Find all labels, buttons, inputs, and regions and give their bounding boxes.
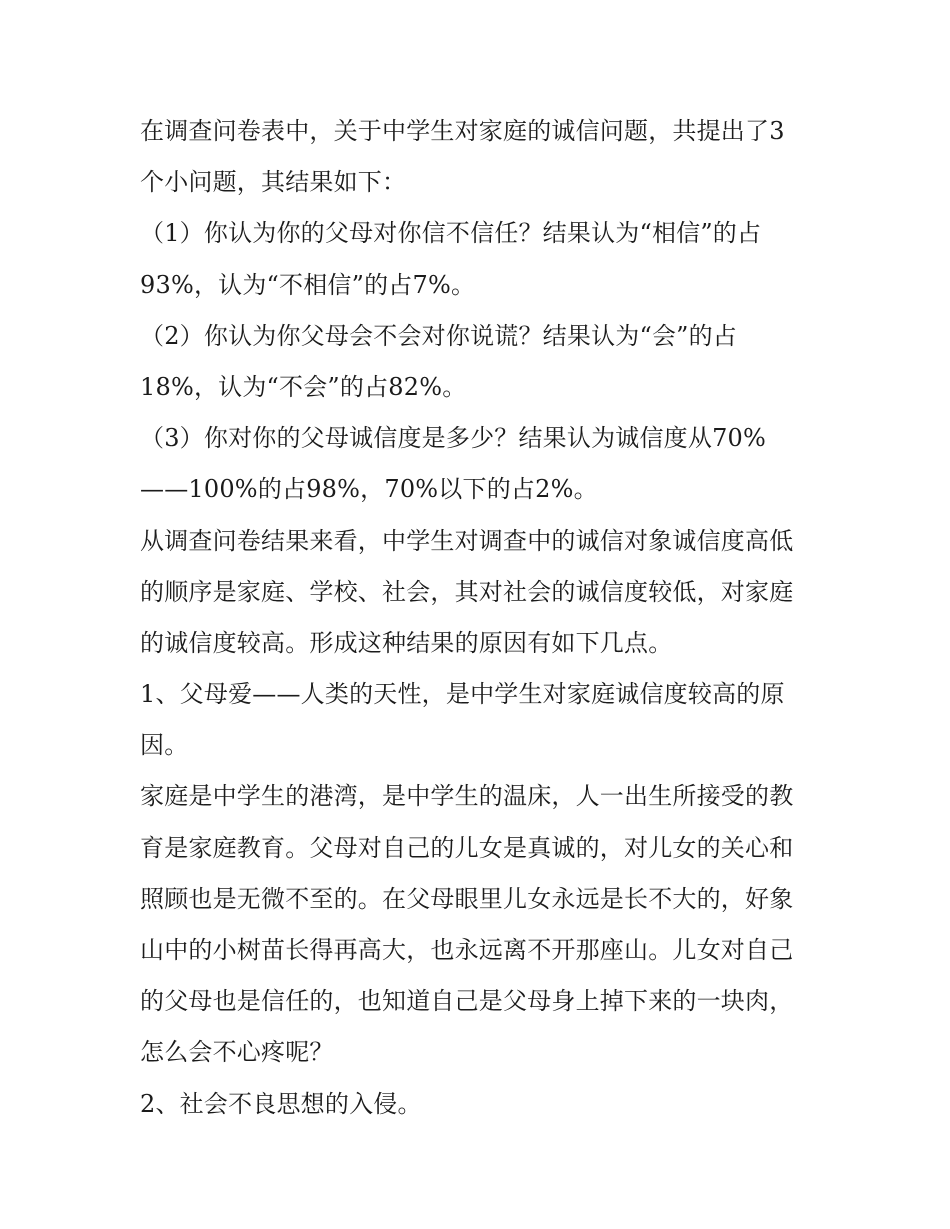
- text-line: 的顺序是家庭、学校、社会，其对社会的诚信度较低，对家庭: [140, 577, 794, 606]
- text-line: 个小问题，其结果如下：: [140, 168, 407, 197]
- text-line: 因。: [140, 731, 189, 760]
- text-line: ——100%的占98%，70%以下的占2%。: [140, 475, 598, 504]
- text-line: 家庭是中学生的港湾，是中学生的温床，人一出生所接受的教: [140, 782, 794, 811]
- document-body: [140, 106, 820, 1130]
- text-line: 的父母也是信任的，也知道自己是父母身上掉下来的一块肉，: [140, 987, 794, 1016]
- text-line: 93%，认为“不相信”的占7%。: [140, 270, 476, 299]
- text-line: 2、社会不良思想的入侵。: [140, 1089, 422, 1118]
- text-line: （1）你认为你的父母对你信不信任？结果认为“相信”的占: [140, 219, 762, 248]
- text-line: 在调查问卷表中，关于中学生对家庭的诚信问题，共提出了3: [140, 117, 785, 145]
- text-line: 怎么会不心疼呢？: [140, 1038, 334, 1067]
- text-line: 的诚信度较高。形成这种结果的原因有如下几点。: [140, 628, 673, 657]
- text-line: （2）你认为你父母会不会对你说谎？结果认为“会”的占: [140, 321, 738, 350]
- text-line: （3）你对你的父母诚信度是多少？结果认为诚信度从70%: [140, 424, 767, 453]
- text-line: 照顾也是无微不至的。在父母眼里儿女永远是长不大的，好象: [140, 884, 794, 913]
- text-line: 育是家庭教育。父母对自己的儿女是真诚的，对儿女的关心和: [140, 833, 794, 862]
- text-line: 从调查问卷结果来看，中学生对调查中的诚信对象诚信度高低: [140, 526, 794, 555]
- text-line: 18%，认为“不会”的占82%。: [140, 372, 467, 401]
- text-line: 山中的小树苗长得再高大，也永远离不开那座山。儿女对自己: [140, 936, 794, 964]
- text-line: 1、父母爱——人类的天性，是中学生对家庭诚信度较高的原: [140, 680, 785, 709]
